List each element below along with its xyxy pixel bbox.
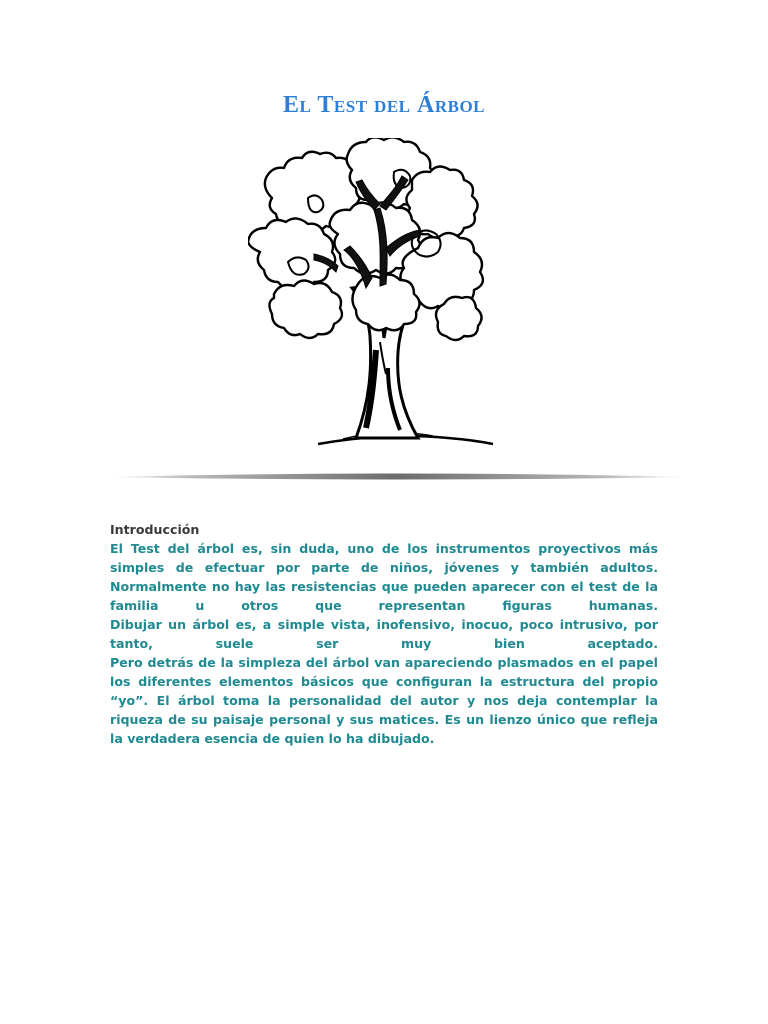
paragraph-1: El Test del árbol es, sin duda, uno de los instrumentos proyectivos más simples de efectuar por parte de niños, jóvenes y también adultos. Normalmente no hay las resistencias que pueden aparecer con el test de la familia u otros que representan figuras humanas.: [110, 541, 658, 613]
text-body: [110, 520, 658, 748]
divider-shadow: [104, 470, 690, 484]
page-title: El Test del Árbol: [282, 92, 486, 118]
paragraph-3: Pero detrás de la simpleza del árbol van apareciendo plasmados en el papel los diferentes elementos básicos que configuran la estructura del propio “yo”. El árbol toma la personalidad del autor y nos deja contemplar la riqueza de su paisaje personal y sus matices. Es un lienzo único que refleja la verdadera esencia de quien lo ha dibujado.: [110, 655, 658, 746]
section-heading: Introducción: [110, 522, 200, 537]
tree-drawing-icon: [248, 138, 528, 450]
paragraph-2: Dibujar un árbol es, a simple vista, inofensivo, inocuo, poco intrusivo, por tanto, suele ser muy bien aceptado.: [110, 617, 658, 651]
